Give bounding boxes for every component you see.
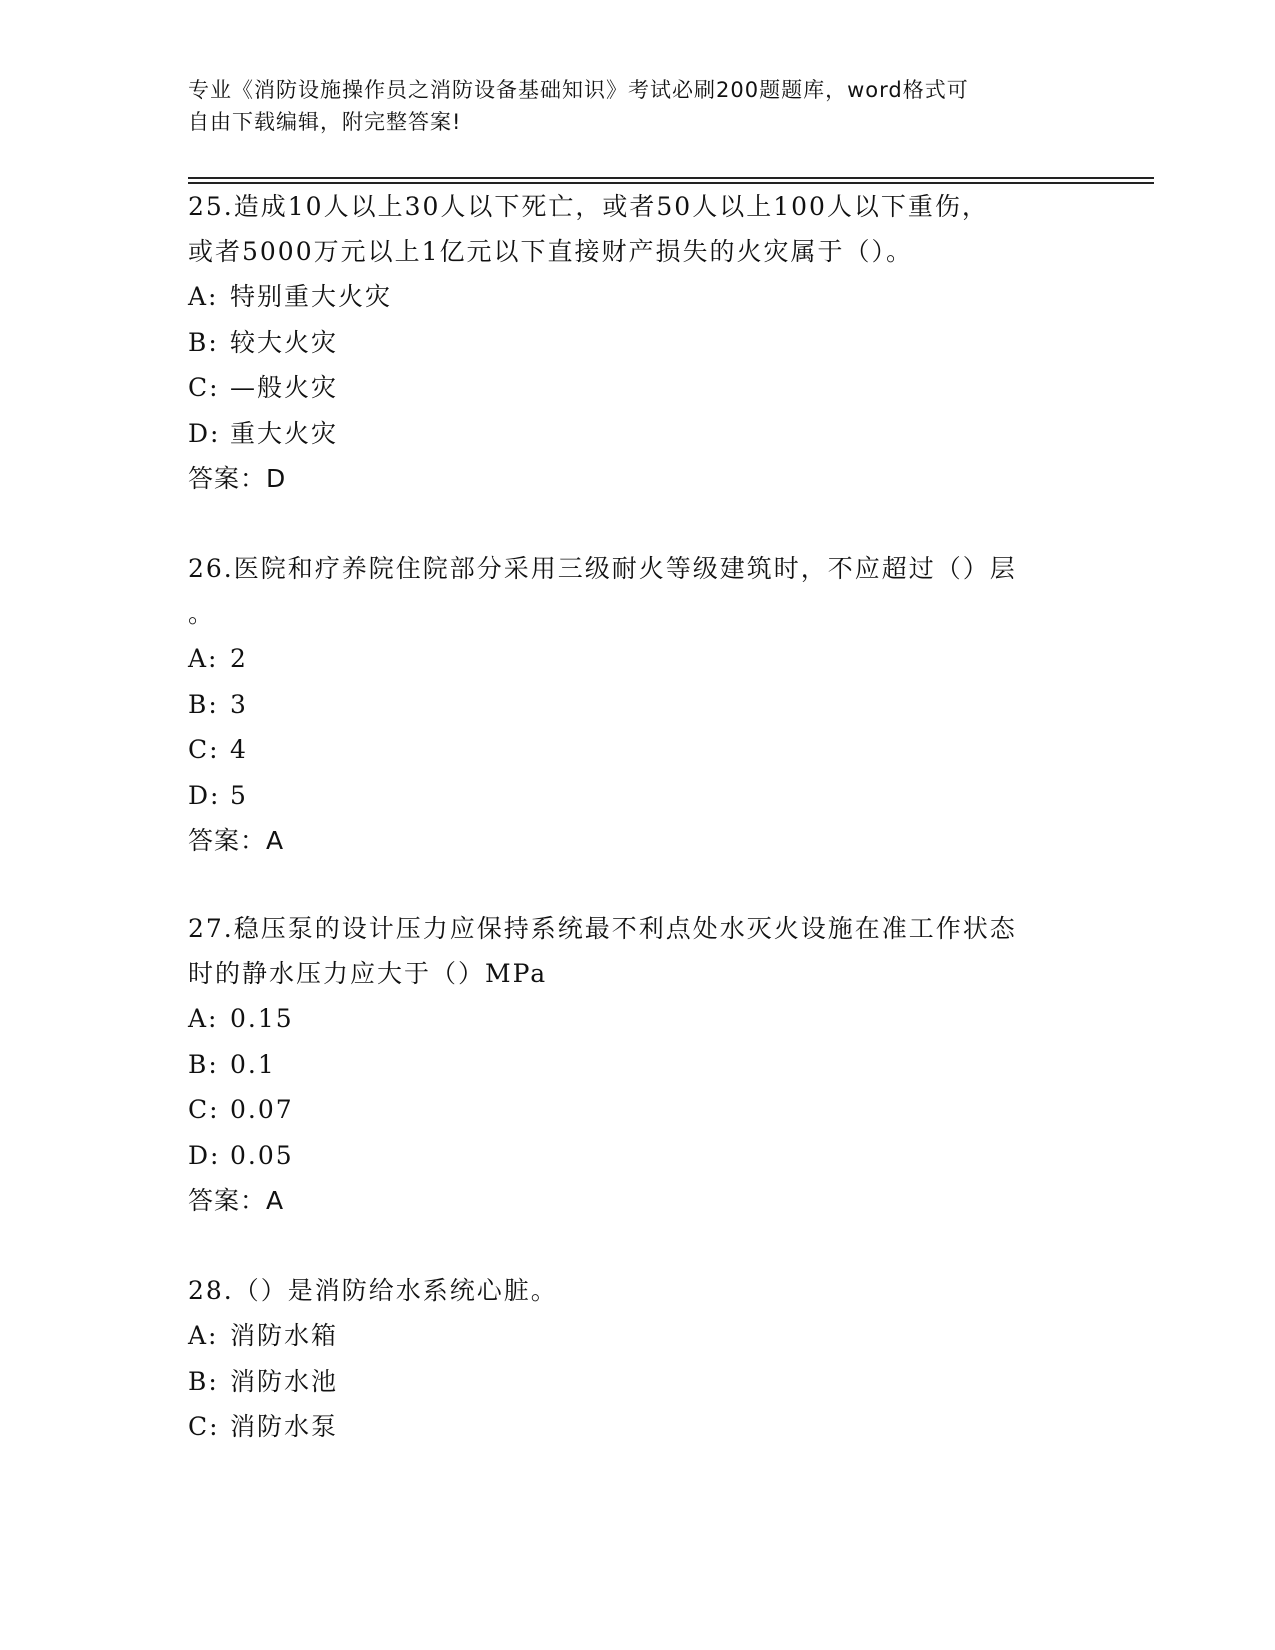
option-d <box>188 1133 1088 1179</box>
option-text: 0.1 <box>230 1049 276 1079</box>
answer-line: 答案：A <box>188 1186 285 1215</box>
document-header <box>188 74 1088 138</box>
header-divider-top <box>188 177 1154 179</box>
option-key: A: <box>188 644 219 673</box>
option-text: 重大火灾 <box>230 418 339 448</box>
question-stem-line: 或者5000万元以上1亿元以下直接财产损失的火灾属于（）。 <box>188 237 914 266</box>
option-key: D: <box>188 418 221 448</box>
option-key: A: <box>188 1321 219 1350</box>
option-text: —般火灾 <box>230 373 339 402</box>
option-text: 0.07 <box>230 1095 294 1124</box>
option-d <box>188 773 1088 819</box>
option-text: 0.15 <box>230 1004 294 1033</box>
option-a <box>188 636 1088 682</box>
option-text: 消防水池 <box>230 1366 339 1396</box>
header-line-1: 专业《消防设施操作员之消防设备基础知识》考试必刷200题题库，word格式可 <box>188 78 969 102</box>
option-c <box>188 1404 1088 1450</box>
question-28 <box>188 1268 1088 1450</box>
option-text: 消防水泵 <box>230 1412 339 1441</box>
option-b <box>188 320 1088 366</box>
option-key: A: <box>188 1004 219 1033</box>
question-25 <box>188 184 1088 501</box>
option-text: 3 <box>230 689 248 719</box>
option-key: D: <box>188 780 221 810</box>
option-key: B: <box>188 689 219 719</box>
option-b <box>188 682 1088 728</box>
option-c <box>188 1087 1088 1133</box>
question-stem-line: 27.稳压泵的设计压力应保持系统最不利点处水灭火设施在准工作状态 <box>188 914 1017 943</box>
option-a <box>188 274 1088 320</box>
option-key: C: <box>188 1095 220 1124</box>
option-c <box>188 727 1088 773</box>
option-text: 4 <box>230 735 248 764</box>
option-text: 2 <box>230 644 248 673</box>
option-key: B: <box>188 1049 219 1079</box>
option-text: 0.05 <box>230 1140 294 1170</box>
option-text: 特别重大火灾 <box>230 282 393 311</box>
option-a <box>188 1313 1088 1359</box>
option-key: A: <box>188 282 219 311</box>
option-a <box>188 996 1088 1042</box>
option-key: C: <box>188 1412 220 1441</box>
answer-line: 答案：A <box>188 826 285 855</box>
answer-line: 答案：D <box>188 464 287 493</box>
option-key: C: <box>188 735 220 764</box>
option-key: C: <box>188 373 220 402</box>
option-b <box>188 1359 1088 1405</box>
question-stem-line: 时的静水压力应大于（）MPa <box>188 959 548 988</box>
option-key: B: <box>188 1366 219 1396</box>
question-26 <box>188 546 1088 863</box>
header-line-2: 自由下载编辑，附完整答案! <box>188 110 462 134</box>
question-27 <box>188 906 1088 1223</box>
question-stem-line: 。 <box>188 599 216 628</box>
question-stem-line: 28.（）是消防给水系统心脏。 <box>188 1276 558 1305</box>
option-b <box>188 1042 1088 1088</box>
option-key: B: <box>188 327 219 357</box>
option-text: 消防水箱 <box>230 1321 339 1350</box>
option-text: 较大火灾 <box>230 327 339 357</box>
option-key: D: <box>188 1140 221 1170</box>
option-text: 5 <box>230 780 248 810</box>
question-stem-line: 26.医院和疗养院住院部分采用三级耐火等级建筑时，不应超过（）层 <box>188 554 1017 583</box>
question-stem-line: 25.造成10人以上30人以下死亡，或者50人以上100人以下重伤， <box>188 192 989 221</box>
option-d <box>188 411 1088 457</box>
option-c <box>188 365 1088 411</box>
